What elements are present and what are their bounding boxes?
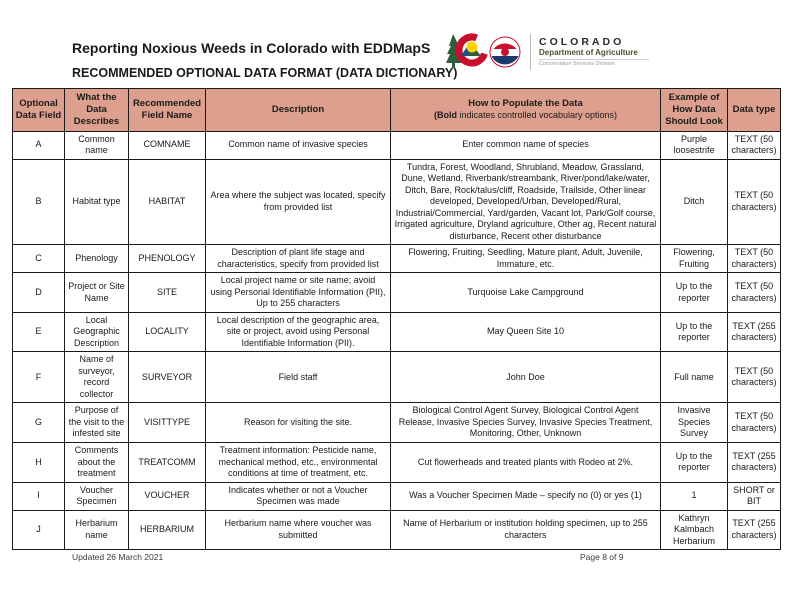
cell-example: Kathryn Kalmbach Herbarium xyxy=(661,510,728,550)
cell-field: D xyxy=(13,273,65,313)
cell-populate: Flowering, Fruiting, Seedling, Mature plant, Adult, Juvenile, Immature, etc. xyxy=(391,245,661,273)
table-header-row xyxy=(13,89,781,132)
cell-description: Herbarium name where voucher was submitted xyxy=(206,510,391,550)
cell-field: E xyxy=(13,312,65,352)
cell-description: Local description of the geographic area, site or project, avoid using Personal Identifiable Information (PII). xyxy=(206,312,391,352)
cell-populate: Enter common name of species xyxy=(391,131,661,159)
table-row xyxy=(13,352,781,403)
cell-describes: Phenology xyxy=(65,245,129,273)
cell-example: Flowering, Fruiting xyxy=(661,245,728,273)
footer-page-number: Page 8 of 9 xyxy=(580,552,624,562)
cell-description: Field staff xyxy=(206,352,391,403)
cell-example: Up to the reporter xyxy=(661,273,728,313)
cell-field-name: HABITAT xyxy=(129,159,206,245)
cell-describes: Habitat type xyxy=(65,159,129,245)
table-header xyxy=(13,89,781,132)
cell-field: C xyxy=(13,245,65,273)
col-header-how-to-populate xyxy=(391,89,661,132)
table-row xyxy=(13,482,781,510)
cell-field-name: VISITTYPE xyxy=(129,403,206,443)
cell-datatype: TEXT (50 characters) xyxy=(728,131,781,159)
data-dictionary-table xyxy=(12,88,781,550)
logo-text xyxy=(539,37,649,68)
cell-populate: Biological Control Agent Survey, Biological Control Agent Release, Invasive Species Survey, Invasive Species Treatment, Monitoring, Other, Unknown xyxy=(391,403,661,443)
cell-example: Purple loosestrife xyxy=(661,131,728,159)
cell-describes: Voucher Specimen xyxy=(65,482,129,510)
cell-populate: John Doe xyxy=(391,352,661,403)
cell-field-name: SITE xyxy=(129,273,206,313)
cell-description: Common name of invasive species xyxy=(206,131,391,159)
cell-field-name: PHENOLOGY xyxy=(129,245,206,273)
cell-datatype: TEXT (50 characters) xyxy=(728,159,781,245)
logo-icons xyxy=(446,30,524,74)
cell-describes: Comments about the treatment xyxy=(65,443,129,483)
col-header-what-data-describes: What the Data Describes xyxy=(65,89,129,132)
col-header-description: Description xyxy=(206,89,391,132)
cell-datatype: TEXT (255 characters) xyxy=(728,510,781,550)
logo-divider xyxy=(530,34,531,70)
table-row xyxy=(13,131,781,159)
table-row xyxy=(13,510,781,550)
colorado-dept-agriculture-logo xyxy=(446,30,649,74)
footer-updated-date: Updated 26 March 2021 xyxy=(72,552,164,562)
cell-field-name: COMNAME xyxy=(129,131,206,159)
logo-org-name: COLORADO xyxy=(539,35,625,48)
cell-field: J xyxy=(13,510,65,550)
col-header-data-type: Data type xyxy=(728,89,781,132)
cell-populate: May Queen Site 10 xyxy=(391,312,661,352)
cell-populate: Tundra, Forest, Woodland, Shrubland, Meadow, Grassland, Dune, Wetland, Riverbank/streambank, River/pond/lake/water, Ditch, Bare, Rock/talus/cliff, Roadside, Trailside, Other linear developed, Developed/Urban, Developed/Rural, Industrial/Commercial, Yard/garden, Vacant lot, Park/Golf course, Irrigated agriculture, Dryland agriculture, Other ag, Recent natural disturbance, Recent other disturbance xyxy=(391,159,661,245)
cell-datatype: TEXT (50 characters) xyxy=(728,352,781,403)
cell-example: Up to the reporter xyxy=(661,312,728,352)
cell-field: A xyxy=(13,131,65,159)
cell-datatype: TEXT (255 characters) xyxy=(728,312,781,352)
cell-example: Ditch xyxy=(661,159,728,245)
cell-example: Invasive Species Survey xyxy=(661,403,728,443)
cell-field-name: TREATCOMM xyxy=(129,443,206,483)
cell-description: Local project name or site name; avoid using Personal Identifiable Information (PII), Up to 255 characters xyxy=(206,273,391,313)
populate-header-line1: How to Populate the Data xyxy=(468,98,583,110)
logo-dept-name: Department of Agriculture xyxy=(539,48,638,58)
table-row xyxy=(13,273,781,313)
table-body xyxy=(13,131,781,550)
cell-describes: Purpose of the visit to the infested site xyxy=(65,403,129,443)
table-row xyxy=(13,159,781,245)
table-row xyxy=(13,403,781,443)
cell-field-name: SURVEYOR xyxy=(129,352,206,403)
cell-field-name: VOUCHER xyxy=(129,482,206,510)
cell-description: Description of plant life stage and characteristics, specify from provided list xyxy=(206,245,391,273)
cell-field-name: LOCALITY xyxy=(129,312,206,352)
table-row xyxy=(13,245,781,273)
logo-division: Conservation Services Division xyxy=(539,59,649,67)
cell-datatype: TEXT (50 characters) xyxy=(728,403,781,443)
table-row xyxy=(13,443,781,483)
cell-example: Up to the reporter xyxy=(661,443,728,483)
cell-field: F xyxy=(13,352,65,403)
cell-datatype: TEXT (255 characters) xyxy=(728,443,781,483)
cell-field: I xyxy=(13,482,65,510)
cell-description: Treatment information: Pesticide name, mechanical method, etc., environmental conditions at time of treatment, etc. xyxy=(206,443,391,483)
cell-field: G xyxy=(13,403,65,443)
cell-description: Reason for visiting the site. xyxy=(206,403,391,443)
cell-datatype: TEXT (50 characters) xyxy=(728,273,781,313)
cell-describes: Herbarium name xyxy=(65,510,129,550)
cell-populate: Name of Herbarium or institution holding specimen, up to 255 characters xyxy=(391,510,661,550)
cell-populate: Was a Voucher Specimen Made – specify no (0) or yes (1) xyxy=(391,482,661,510)
col-header-optional-data-field: Optional Data Field xyxy=(13,89,65,132)
col-header-recommended-field-name: Recommended Field Name xyxy=(129,89,206,132)
cell-example: 1 xyxy=(661,482,728,510)
populate-header-line2: (Bold indicates controlled vocabulary options) xyxy=(433,110,618,121)
cell-describes: Project or Site Name xyxy=(65,273,129,313)
cell-describes: Common name xyxy=(65,131,129,159)
col-header-example: Example of How Data Should Look xyxy=(661,89,728,132)
page-title: Reporting Noxious Weeds in Colorado with EDDMapS xyxy=(72,40,431,56)
cell-populate: Cut flowerheads and treated plants with Rodeo at 2%. xyxy=(391,443,661,483)
cell-field: B xyxy=(13,159,65,245)
cell-populate: Turquoise Lake Campground xyxy=(391,273,661,313)
cell-describes: Local Geographic Description xyxy=(65,312,129,352)
cell-field: H xyxy=(13,443,65,483)
cell-datatype: SHORT or BIT xyxy=(728,482,781,510)
page-subtitle: RECOMMENDED OPTIONAL DATA FORMAT (DATA DICTIONARY) xyxy=(72,66,458,80)
cell-describes: Name of surveyor, record collector xyxy=(65,352,129,403)
colorado-flag-c-icon xyxy=(446,30,524,74)
table-row xyxy=(13,312,781,352)
cell-description: Indicates whether or not a Voucher Specimen was made xyxy=(206,482,391,510)
cell-field-name: HERBARIUM xyxy=(129,510,206,550)
cell-example: Full name xyxy=(661,352,728,403)
cell-datatype: TEXT (50 characters) xyxy=(728,245,781,273)
cell-description: Area where the subject was located, specify from provided list xyxy=(206,159,391,245)
